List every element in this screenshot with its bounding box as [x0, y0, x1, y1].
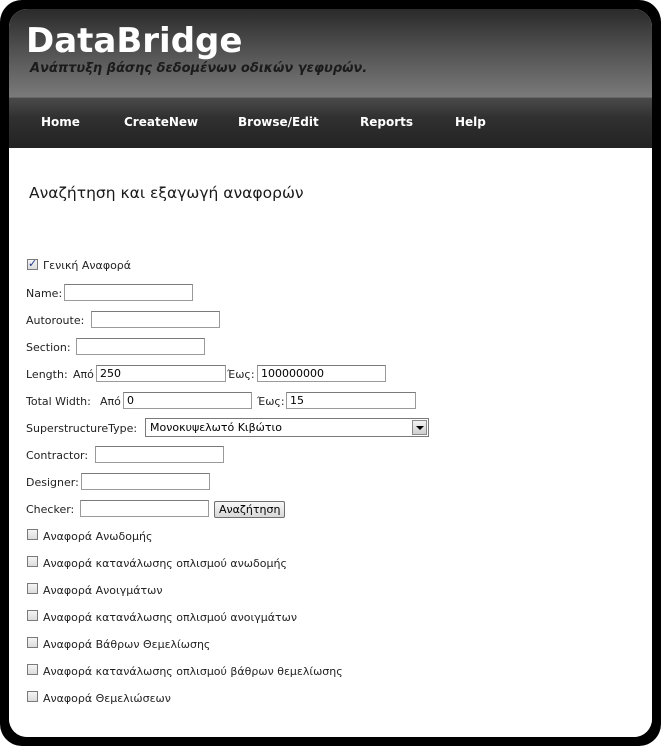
length-from-label: Από [73, 368, 94, 381]
section-label: Section: [26, 341, 71, 354]
main-content [9, 148, 652, 737]
checker-input[interactable] [80, 500, 209, 517]
report-checkbox[interactable] [27, 610, 38, 621]
name-label: Name: [26, 287, 63, 300]
main-nav [9, 97, 652, 148]
nav-browse-edit[interactable]: Browse/Edit [238, 115, 319, 129]
general-report-checkbox[interactable] [27, 259, 38, 270]
superstructure-type-label: SuperstructureType: [26, 422, 138, 435]
report-label: Αναφορά Ανωδομής [43, 530, 153, 543]
autoroute-label: Autoroute: [26, 314, 85, 327]
report-label: Αναφορά Θεμελιώσεων [43, 692, 171, 705]
report-checkbox[interactable] [27, 637, 38, 648]
nav-help[interactable]: Help [455, 115, 486, 129]
superstructure-type-value: Μονοκυψελωτό Κιβώτιο [150, 421, 282, 434]
total-width-from-input[interactable]: 0 [123, 392, 252, 409]
report-label: Αναφορά κατανάλωσης οπλισμού ανωδομής [43, 557, 287, 570]
site-logo-title[interactable]: DataBridge [26, 21, 243, 61]
page-title: Αναζήτηση και εξαγωγή αναφορών [29, 184, 304, 202]
report-checkbox[interactable] [27, 691, 38, 702]
total-width-to-input[interactable]: 15 [286, 392, 416, 409]
total-width-from-label: Από [100, 395, 121, 408]
name-input[interactable] [64, 284, 193, 301]
length-label: Length: [26, 368, 68, 381]
contractor-label: Contractor: [26, 449, 89, 462]
total-width-label: Total Width: [26, 395, 91, 408]
report-checkbox[interactable] [27, 529, 38, 540]
search-button[interactable]: Αναζήτηση [214, 501, 285, 518]
report-checkbox[interactable] [27, 556, 38, 567]
superstructure-type-select[interactable] [145, 418, 429, 437]
contractor-input[interactable] [95, 446, 224, 463]
site-header [9, 9, 652, 97]
nav-createnew[interactable]: CreateNew [124, 115, 199, 129]
total-width-to-label: Έως: [257, 395, 285, 408]
section-input[interactable] [76, 338, 205, 355]
report-label: Αναφορά κατανάλωσης οπλισμού βάθρων θεμελίωσης [43, 665, 343, 678]
report-label: Αναφορά Βάθρων Θεμελίωσης [43, 638, 211, 651]
designer-input[interactable] [81, 473, 210, 490]
report-checkbox[interactable] [27, 664, 38, 675]
checker-label: Checker: [26, 503, 75, 516]
report-label: Αναφορά Ανοιγμάτων [43, 584, 163, 597]
page [9, 9, 652, 737]
report-checkbox[interactable] [27, 583, 38, 594]
length-to-label: Έως: [227, 368, 255, 381]
site-tagline: Ανάπτυξη βάσης δεδομένων οδικών γεφυρών. [30, 61, 368, 76]
nav-home[interactable]: Home [41, 115, 80, 129]
report-label: Αναφορά κατανάλωσης οπλισμού ανοιγμάτων [43, 611, 297, 624]
nav-reports[interactable]: Reports [360, 115, 414, 129]
chevron-down-icon[interactable] [412, 420, 427, 435]
general-report-label: Γενική Αναφορά [43, 259, 132, 272]
length-from-input[interactable]: 250 [96, 365, 226, 382]
designer-label: Designer: [26, 476, 79, 489]
length-to-input[interactable]: 100000000 [257, 365, 386, 382]
autoroute-input[interactable] [91, 311, 220, 328]
